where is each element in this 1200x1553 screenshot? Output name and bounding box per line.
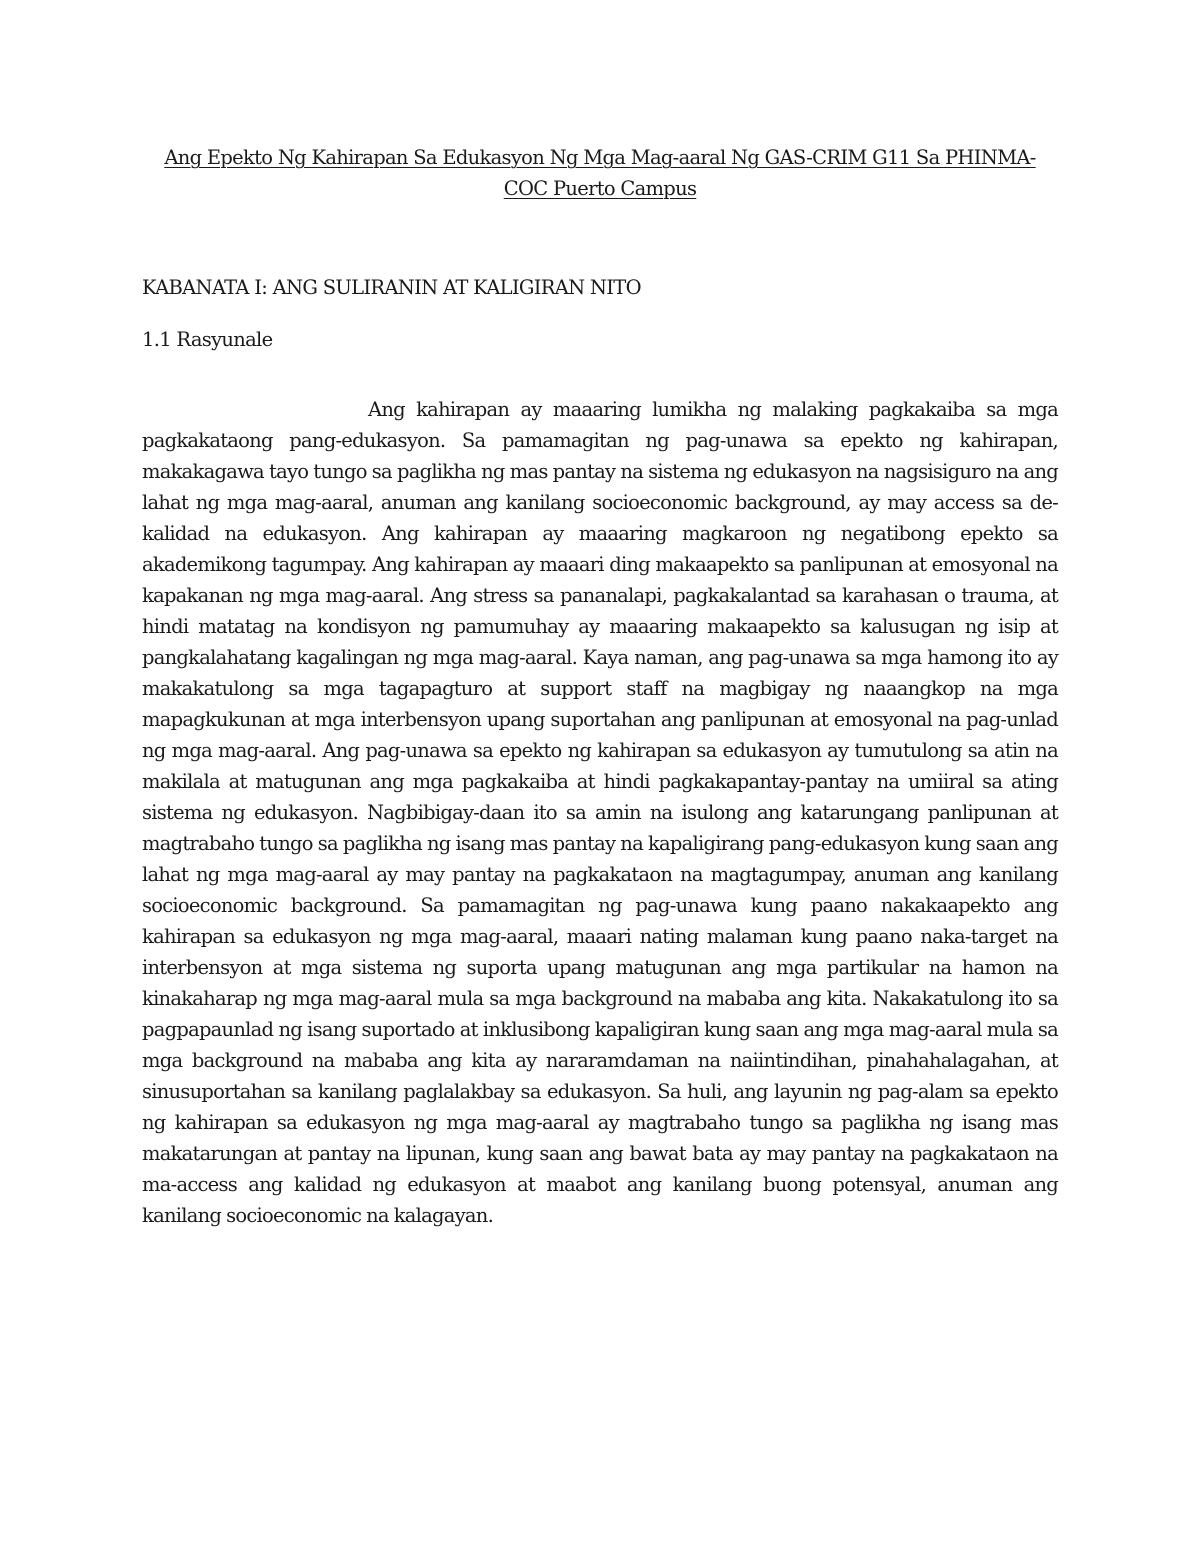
chapter-heading: KABANATA I: ANG SULIRANIN AT KALIGIRAN NITO [142, 276, 641, 299]
section-heading: 1.1 Rasyunale [142, 328, 273, 351]
document-title [130, 142, 1070, 204]
body-paragraph: Ang kahirapan ay maaaring lumikha ng malaking pagkakaiba sa mga pagkakataong pang-edukasyon. Sa pamamagitan ng pag-unawa sa epekto ng kahirapan, makakagawa tayo tungo sa paglikha ng mas pantay na sistema ng edukasyon na nagsisiguro na ang lahat ng mga mag-aaral, anuman ang kanilang socioeconomic background, ay may access sa de-kalidad na edukasyon. Ang kahirapan ay maaaring magkaroon ng negatibong epekto sa akademikong tagumpay. Ang kahirapan ay maaari ding makaapekto sa panlipunan at emosyonal na kapakanan ng mga mag-aaral. Ang stress sa pananalapi, pagkakalantad sa karahasan o trauma, at hindi matatag na kondisyon ng pamumuhay ay maaaring makaapekto sa kalusugan ng isip at pangkalahatang kagalingan ng mga mag-aaral. Kaya naman, ang pag-unawa sa mga hamong ito ay makakatulong sa mga tagapagturo at support staff na magbigay ng naaangkop na mga mapagkukunan at mga interbensyon upang suportahan ang panlipunan at emosyonal na pag-unlad ng mga mag-aaral. Ang pag-unawa sa epekto ng kahirapan sa edukasyon ay tumutulong sa atin na makilala at matugunan ang mga pagkakaiba at hindi pagkakapantay-pantay na umiiral sa ating sistema ng edukasyon. Nagbibigay-daan ito sa amin na isulong ang katarungang panlipunan at magtrabaho tungo sa paglikha ng isang mas pantay na kapaligirang pang-edukasyon kung saan ang lahat ng mga mag-aaral ay may pantay na pagkakataon na magtagumpay, anuman ang kanilang socioeconomic background. Sa pamamagitan ng pag-unawa kung paano nakakaapekto ang kahirapan sa edukasyon ng mga mag-aaral, maaari nating malaman kung paano naka-target na interbensyon at mga sistema ng suporta upang matugunan ang mga partikular na hamon na kinakaharap ng mga mag-aaral mula sa mga background na mababa ang kita. Nakakatulong ito sa pagpapaunlad ng isang suportado at inklusibong kapaligiran kung saan ang mga mag-aaral mula sa mga background na mababa ang kita ay nararamdaman na naiintindihan, pinahahalagahan, at sinusuportahan sa kanilang paglalakbay sa edukasyon. Sa huli, ang layunin ng pag-alam sa epekto ng kahirapan sa edukasyon ng mga mag-aaral ay magtrabaho tungo sa paglikha ng isang mas makatarungan at pantay na lipunan, kung saan ang bawat bata ay may pantay na pagkakataon na ma-access ang kalidad ng edukasyon at maabot ang kanilang buong potensyal, anuman ang kanilang socioeconomic na kalagayan. [142, 397, 1058, 1227]
title-line-2: COC Puerto Campus [503, 177, 697, 200]
title-line-1: Ang Epekto Ng Kahirapan Sa Edukasyon Ng Mga Mag-aaral Ng GAS-CRIM G11 Sa PHINMA- [164, 146, 1036, 169]
